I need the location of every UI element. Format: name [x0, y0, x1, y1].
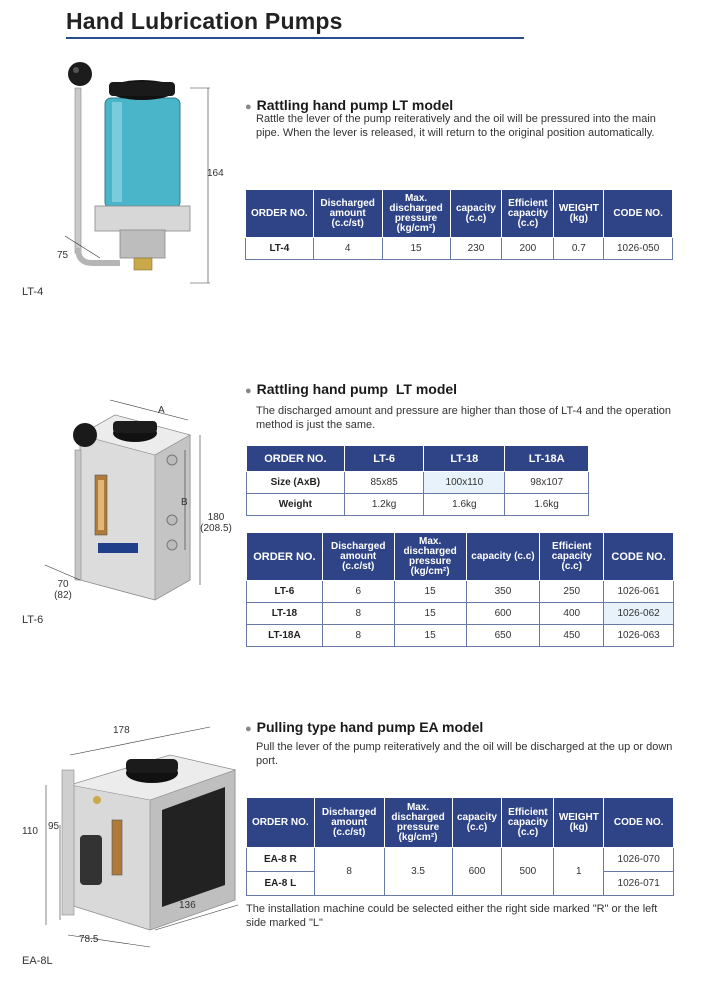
lt4-heading [245, 97, 453, 113]
lt4-figure-label: LT-4 [22, 286, 44, 298]
table-row [246, 238, 673, 260]
lt6-description: The discharged amount and pressure are higher than those of LT-4 and the operation method is just the same. [256, 405, 672, 431]
header-discharged: Discharged amount (c.c/st) [322, 533, 394, 581]
code-cell: 1026-062 [604, 603, 674, 625]
lt6-heading [245, 381, 457, 397]
table-cell: 15 [394, 603, 466, 625]
lt6-size-table [246, 445, 589, 516]
table-row [247, 603, 674, 625]
header-pressure: Max. discharged pressure (kg/cm²) [394, 533, 466, 581]
header-order-no: ORDER NO. [247, 533, 323, 581]
bullet-icon: ● [245, 385, 252, 397]
ea8-bottom-right-dimension: 136 [179, 900, 196, 911]
bullet-icon: ● [245, 723, 252, 735]
lt4-pump-illustration [60, 58, 220, 288]
code-cell: 1026-070 [604, 848, 674, 872]
table-cell: 230 [450, 238, 502, 260]
header-discharged: Discharged amount (c.c/st) [313, 190, 382, 238]
header-lt6: LT-6 [344, 446, 424, 472]
lt6-figure-label: LT-6 [22, 614, 44, 626]
header-discharged: Discharged amount (c.c/st) [314, 798, 384, 848]
table-row [247, 581, 674, 603]
lt6-spec-table [246, 532, 674, 647]
lt6-dim-b: B [181, 497, 188, 508]
lt6-height-dimension [198, 512, 234, 534]
table-cell: 650 [466, 625, 540, 647]
lt6-height-value: 180 [207, 512, 225, 523]
lt6-pump-illustration [40, 395, 215, 605]
code-cell: 1026-050 [604, 238, 673, 260]
header-capacity: capacity (c.c) [466, 533, 540, 581]
ea8-spec-table [246, 797, 674, 896]
table-cell: 1 [554, 848, 604, 896]
table-cell: 8 [322, 625, 394, 647]
table-cell: 1.2kg [344, 494, 424, 516]
header-efficient: Efficient capacity (c.c) [502, 190, 554, 238]
order-no-cell: EA-8 L [247, 872, 315, 896]
header-order-no: ORDER NO. [246, 190, 314, 238]
table-cell: 400 [540, 603, 604, 625]
table-row [247, 848, 674, 872]
lt4-height-dimension: 164 [207, 168, 224, 179]
order-no-cell: EA-8 R [247, 848, 315, 872]
lt6-width-alt: (82) [54, 590, 72, 601]
header-weight: WEIGHT (kg) [554, 798, 604, 848]
header-efficient: Efficient capacity (c.c) [502, 798, 554, 848]
lt4-heading-text: Rattling hand pump LT model [256, 97, 454, 113]
table-row [247, 494, 589, 516]
header-code: CODE NO. [604, 190, 673, 238]
table-cell: 15 [394, 625, 466, 647]
header-code: CODE NO. [604, 533, 674, 581]
table-cell: 0.7 [554, 238, 604, 260]
lt6-width-value: 70 [57, 579, 69, 590]
header-order-no: ORDER NO. [247, 798, 315, 848]
table-cell: 98x107 [505, 472, 589, 494]
table-row [247, 625, 674, 647]
header-capacity: capacity (c.c) [450, 190, 502, 238]
title-underline [66, 37, 524, 39]
header-efficient: Efficient capacity (c.c) [540, 533, 604, 581]
ea8-top-dimension: 178 [113, 725, 130, 736]
table-cell: 8 [314, 848, 384, 896]
lt4-spec-table [245, 189, 673, 260]
table-cell: 1.6kg [505, 494, 589, 516]
table-cell: 4 [313, 238, 382, 260]
row-label: Size (AxB) [247, 472, 345, 494]
row-label: Weight [247, 494, 345, 516]
header-capacity: capacity (c.c) [452, 798, 502, 848]
bullet-icon: ● [245, 101, 252, 113]
code-cell: 1026-063 [604, 625, 674, 647]
lt6-width-dimension [50, 579, 76, 601]
lt6-dim-a: A [158, 405, 165, 416]
page-title: Hand Lubrication Pumps [66, 8, 343, 34]
table-cell: 600 [466, 603, 540, 625]
order-no-cell: LT-18A [247, 625, 323, 647]
header-pressure: Max. discharged pressure (kg/cm²) [384, 798, 452, 848]
ea8-heading [245, 719, 483, 735]
lt6-height-alt: (208.5) [200, 523, 232, 534]
order-no-cell: LT-4 [246, 238, 314, 260]
ea8-heading-text: Pulling type hand pump EA model [256, 719, 484, 735]
ea8-bottom-dimension: 78.5 [79, 934, 99, 945]
table-cell: 15 [382, 238, 450, 260]
table-cell: 450 [540, 625, 604, 647]
code-cell: 1026-071 [604, 872, 674, 896]
order-no-cell: LT-18 [247, 603, 323, 625]
ea8-installation-note: The installation machine could be selected either the right side marked "R" or the left side marked "L" [246, 903, 658, 929]
ea8-pump-illustration [40, 725, 240, 950]
table-cell: 8 [322, 603, 394, 625]
lt6-heading-text: Rattling hand pump LT model [256, 381, 458, 397]
table-cell: 1.6kg [424, 494, 505, 516]
table-cell: 250 [540, 581, 604, 603]
table-cell: 500 [502, 848, 554, 896]
header-code: CODE NO. [604, 798, 674, 848]
lt4-width-dimension: 75 [57, 250, 69, 261]
lt4-description: Rattle the lever of the pump reiteratively and the oil will be pressured into the main pipe. When the lever is released, it will return to the original position automatically. [256, 113, 656, 139]
table-cell: 6 [322, 581, 394, 603]
ea8-description: Pull the lever of the pump reiteratively and the oil will be discharged at the up or down port. [256, 741, 673, 767]
header-pressure: Max. discharged pressure (kg/cm²) [382, 190, 450, 238]
table-cell: 3.5 [384, 848, 452, 896]
table-row [247, 472, 589, 494]
ea8-figure-label: EA-8L [22, 955, 53, 967]
table-cell: 350 [466, 581, 540, 603]
code-cell: 1026-061 [604, 581, 674, 603]
table-cell: 200 [502, 238, 554, 260]
ea8-left-inner-dimension: 95 [48, 821, 60, 832]
table-cell: 15 [394, 581, 466, 603]
order-no-cell: LT-6 [247, 581, 323, 603]
header-lt18a: LT-18A [505, 446, 589, 472]
ea8-left-dimension: 110 [22, 826, 38, 837]
header-lt18: LT-18 [424, 446, 505, 472]
header-order-no: ORDER NO. [247, 446, 345, 472]
header-weight: WEIGHT (kg) [554, 190, 604, 238]
table-cell: 100x110 [424, 472, 505, 494]
table-cell: 600 [452, 848, 502, 896]
table-cell: 85x85 [344, 472, 424, 494]
